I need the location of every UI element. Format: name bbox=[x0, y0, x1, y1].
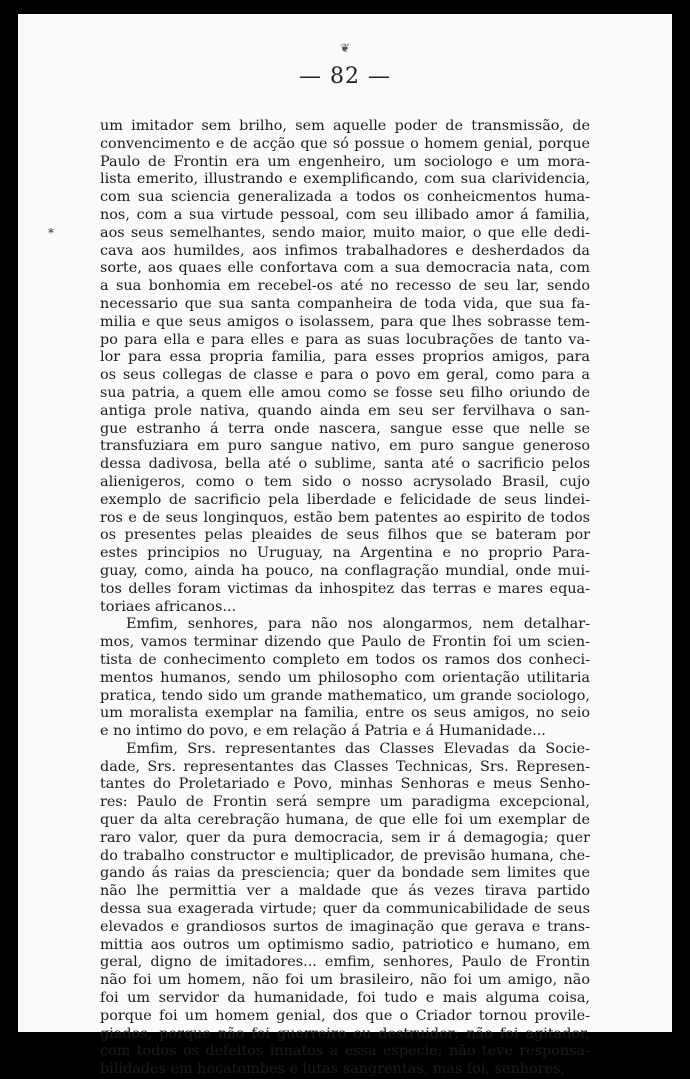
text-line: gando ás raias da presciencia; quer da bondade sem limites que bbox=[100, 865, 590, 882]
text-line: um imitador sem brilho, sem aquelle poder de transmissão, de bbox=[100, 118, 590, 134]
text-line: tista de conhecimento completo em todos os ramos dos conheci- bbox=[100, 651, 590, 668]
text-line: a sua bonhomia em recebel-os até no recesso de seu lar, sendo bbox=[100, 278, 590, 295]
text-line: transfuziara em puro sangue nativo, em puro sangue generoso bbox=[100, 438, 590, 455]
text-line: sua patria, a quem elle amou como se fosse seu filho oriundo de bbox=[100, 384, 590, 401]
margin-mark: * bbox=[48, 226, 54, 240]
text-line: dessa dadivosa, bella até o sublime, santa até o sacrificio pelos bbox=[100, 456, 590, 473]
text-line: os presentes pelas pleaides de seus filhos que se bateram por bbox=[100, 527, 590, 544]
text-line: foi um servidor da humanidade, foi tudo e mais alguma coisa, bbox=[100, 990, 590, 1007]
text-line: lor para essa propria familia, para esses proprios amigos, para bbox=[100, 349, 590, 366]
text-line: mos, vamos terminar dizendo que Paulo de Frontin foi um scien- bbox=[100, 634, 590, 651]
text-line: po para ella e para elles e para as suas locubrações de tanto va- bbox=[100, 331, 590, 348]
text-line: e no intimo do povo, e em relação á Patria e á Humanidade... bbox=[100, 723, 546, 740]
text-line: elevados e grandiosos surtos de imaginação que gerava e trans- bbox=[100, 918, 590, 935]
text-line: lista emerito, illustrando e exemplificando, com sua clarividencia, bbox=[100, 171, 590, 188]
book-page bbox=[18, 14, 672, 1078]
text-line: quer da alta cerebração humana, de que elle foi um exemplar de bbox=[100, 812, 590, 829]
text-line: um moralista exemplar na familia, entre os seus amigos, no seio bbox=[100, 705, 590, 722]
text-line: res: Paulo de Frontin será sempre um paradigma excepcional, bbox=[100, 794, 590, 811]
text-line: nos, com a sua virtude pessoal, com seu illibado amor á familia, bbox=[100, 206, 590, 223]
text-line: guay, como, ainda ha pouco, na conflagração mundial, onde mui- bbox=[100, 562, 590, 579]
text-line: sorte, aos quaes elle confortava com a sua democracia nata, com bbox=[100, 260, 590, 277]
header-ornament: ❦ bbox=[339, 41, 351, 55]
text-line: toriaes africanos... bbox=[100, 598, 237, 615]
text-line: dade, Srs. representantes das Classes Technicas, Srs. Represen- bbox=[100, 758, 590, 775]
text-line: não foi um homem, não foi um brasileiro, não foi um amigo, não bbox=[100, 972, 590, 989]
text-line: tos delles foram victimas da inhospitez das terras e mares equa- bbox=[100, 580, 590, 597]
text-line: tantes do Proletariado e Povo, minhas Senhoras e meus Senho- bbox=[100, 776, 590, 793]
text-line: alienigeros, como o tem sido o nosso acrysolado Brasil, cujo bbox=[100, 473, 590, 490]
page-number: — 82 — bbox=[299, 64, 391, 89]
text-line: porque foi um homem genial, dos que o Criador tornou provile- bbox=[100, 1007, 590, 1024]
text-line: pratica, tendo sido um grande mathematico, um grande sociologo, bbox=[100, 687, 590, 704]
text-line: bilidades em hecatombes e lutas sangrentas, mas foi, senhores, bbox=[100, 1061, 566, 1078]
text-line: necessario que sua santa companheira de toda vida, que sua fa- bbox=[100, 295, 590, 312]
text-line: raro valor, quer da pura democracia, sem ir á demagogia; quer bbox=[100, 829, 590, 846]
text-line: estes principios no Uruguay, na Argentina e no proprio Para- bbox=[100, 545, 590, 562]
text-line: mittia aos outros um optimismo sadio, patriotico e humano, em bbox=[100, 936, 590, 953]
text-line: mentos humanos, sendo um philosopho com orientação utilitaria bbox=[100, 669, 590, 686]
text-line: Paulo de Frontin era um engenheiro, um sociologo e um mora- bbox=[100, 153, 590, 170]
text-line: aos seus semelhantes, sendo maior, muito maior, o que elle dedi- bbox=[100, 224, 590, 241]
text-line: com todos os defeitos innatos a essa especie; não teve responsa- bbox=[100, 1043, 590, 1060]
text-line: cava aos humildes, aos infimos trabalhadores e desherdados da bbox=[100, 242, 590, 259]
text-line: milia e que seus amigos o isolassem, para que lhes sobrasse tem- bbox=[100, 313, 590, 330]
text-line: Emfim, senhores, para não nos alongarmos, nem detalhar- bbox=[126, 616, 590, 633]
text-line: exemplo de sacrificio pela liberdade e felicidade de seus lindei- bbox=[100, 491, 590, 508]
text-line: Emfim, Srs. representantes das Classes Elevadas da Socie- bbox=[126, 740, 590, 757]
paragraph bbox=[100, 616, 590, 741]
text-line: não lhe permittia ver a maldade que ás vezes tirava partido bbox=[100, 883, 590, 900]
text-line: do trabalho constructor e multiplicador, de previsão humana, che- bbox=[100, 847, 590, 864]
text-line: os seus collegas de classe e para o povo em geral, como para a bbox=[100, 367, 590, 384]
text-line: ros e de seus longinquos, estão bem patentes ao espirito de todos bbox=[100, 509, 590, 526]
text-line: dessa sua exagerada virtude; quer da communicabilidade de seus bbox=[100, 901, 590, 918]
text-line: antiga prole nativa, quando ainda em seu ser fervilhava o san- bbox=[100, 402, 590, 419]
text-line: gue estranho á terra onde nascera, sangue esse que nelle se bbox=[100, 420, 590, 437]
body-text bbox=[100, 118, 590, 1079]
paragraph bbox=[100, 118, 590, 616]
text-line: com sua sciencia generalizada a todos os conheicmentos huma- bbox=[100, 189, 590, 206]
text-line: giados, porque não foi guerreiro ou destruidor; não foi agitador, bbox=[100, 1025, 590, 1042]
text-line: convencimento e de acção que só possue o homem genial, porque bbox=[100, 135, 590, 152]
paragraph bbox=[100, 741, 590, 1079]
text-line: geral, digno de imitadores... emfim, senhores, Paulo de Frontin bbox=[100, 954, 590, 971]
